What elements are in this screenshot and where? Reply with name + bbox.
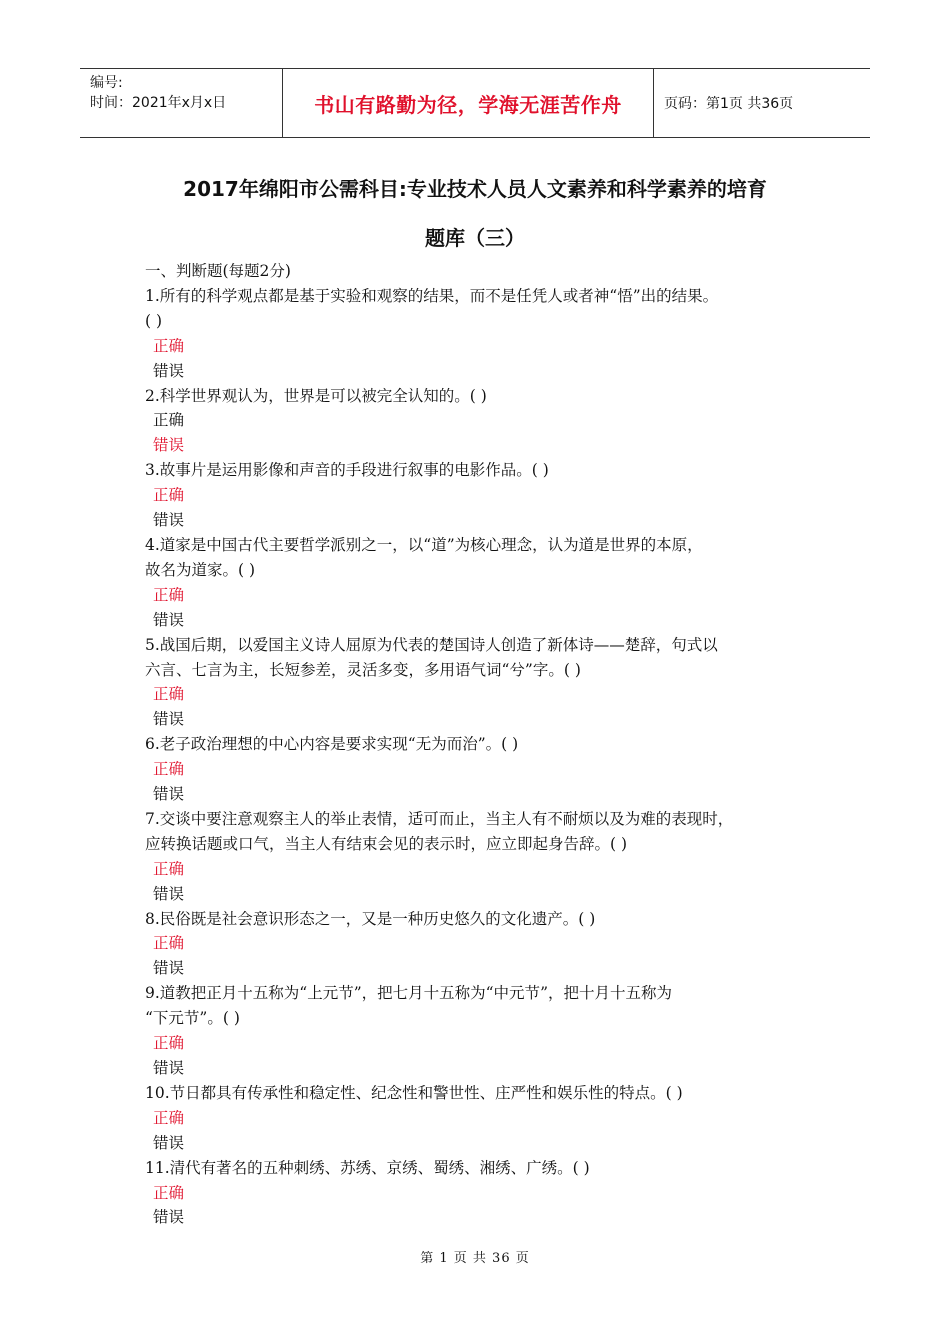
question-text: 4.道家是中国古代主要哲学派别之一，以“道”为核心理念，认为道是世界的本原， bbox=[145, 535, 703, 554]
question-item bbox=[145, 981, 830, 1081]
page-footer: 第 1 页 共 36 页 bbox=[420, 1251, 530, 1266]
option-wrong[interactable]: 错误 bbox=[153, 959, 185, 978]
document-subtitle: 题库（三） bbox=[425, 226, 525, 250]
question-text: 7.交谈中要注意观察主人的举止表情，适可而止，当主人有不耐烦以及为难的表现时， bbox=[145, 809, 734, 828]
option-correct[interactable]: 正确 bbox=[153, 934, 185, 953]
question-text: 8.民俗既是社会意识形态之一，又是一种历史悠久的文化遗产。( ) bbox=[145, 909, 596, 928]
question-text: 应转换话题或口气，当主人有结束会见的表示时，应立即起身告辞。( ) bbox=[145, 834, 628, 853]
motto: 书山有路勤为径，学海无涯苦作舟 bbox=[314, 92, 622, 117]
document-title: 2017年绵阳市公需科目:专业技术人员人文素养和科学素养的培育 bbox=[183, 177, 767, 201]
option-wrong[interactable]: 错误 bbox=[153, 710, 185, 729]
option-correct[interactable]: 正确 bbox=[153, 1183, 185, 1202]
option-correct[interactable]: 正确 bbox=[153, 1034, 185, 1053]
option-correct[interactable]: 正确 bbox=[153, 859, 185, 878]
question-text: ( ) bbox=[145, 311, 163, 330]
option-wrong[interactable]: 错误 bbox=[153, 511, 185, 530]
option-wrong[interactable]: 错误 bbox=[153, 785, 185, 804]
question-text: 故名为道家。( ) bbox=[145, 560, 256, 579]
option-correct[interactable]: 正确 bbox=[153, 760, 185, 779]
question-item bbox=[145, 533, 830, 633]
option-wrong[interactable]: 错误 bbox=[153, 361, 185, 380]
option-wrong[interactable]: 错误 bbox=[153, 884, 185, 903]
option-correct[interactable]: 正确 bbox=[153, 411, 185, 430]
question-item bbox=[145, 284, 830, 384]
question-text: 2.科学世界观认为，世界是可以被完全认知的。( ) bbox=[145, 386, 487, 405]
option-wrong[interactable]: 错误 bbox=[153, 1208, 185, 1227]
option-correct[interactable]: 正确 bbox=[153, 685, 185, 704]
option-correct[interactable]: 正确 bbox=[153, 1108, 185, 1127]
question-item bbox=[145, 807, 830, 907]
question-list bbox=[145, 259, 830, 1230]
option-wrong[interactable]: 错误 bbox=[153, 436, 185, 455]
option-correct[interactable]: 正确 bbox=[153, 585, 185, 604]
question-text: 6.老子政治理想的中心内容是要求实现“无为而治”。( ) bbox=[145, 735, 519, 754]
question-item bbox=[145, 633, 830, 733]
question-text: 六言、七言为主，长短参差，灵活多变，多用语气词“兮”字。( ) bbox=[145, 660, 581, 679]
header-motto-cell bbox=[282, 69, 654, 137]
question-item bbox=[145, 1081, 830, 1156]
option-wrong[interactable]: 错误 bbox=[153, 1059, 185, 1077]
question-item bbox=[145, 458, 830, 533]
section-heading: 一、判断题(每题2分) bbox=[145, 262, 291, 280]
header-page-info bbox=[654, 69, 870, 137]
question-text: 5.战国后期，以爱国主义诗人屈原为代表的楚国诗人创造了新体诗——楚辞，句式以 bbox=[145, 635, 718, 654]
question-text: 10.节日都具有传承性和稳定性、纪念性和警世性、庄严性和娱乐性的特点。( ) bbox=[145, 1083, 683, 1102]
option-wrong[interactable]: 错误 bbox=[153, 1133, 185, 1152]
question-item bbox=[145, 907, 830, 982]
question-item bbox=[145, 732, 830, 807]
time-label: 时间：2021年x月x日 bbox=[90, 95, 227, 111]
number-label: 编号: bbox=[90, 75, 123, 91]
header-meta bbox=[80, 69, 282, 137]
option-wrong[interactable]: 错误 bbox=[153, 610, 185, 629]
question-item bbox=[145, 1156, 830, 1231]
header-table bbox=[80, 68, 870, 138]
page-info: 页码：第1页 共36页 bbox=[664, 96, 794, 112]
question-text: 1.所有的科学观点都是基于实验和观察的结果，而不是任凭人或者神“悟”出的结果。 bbox=[145, 286, 719, 305]
question-item bbox=[145, 384, 830, 459]
question-text: 3.故事片是运用影像和声音的手段进行叙事的电影作品。( ) bbox=[145, 461, 549, 480]
option-correct[interactable]: 正确 bbox=[153, 336, 185, 355]
option-correct[interactable]: 正确 bbox=[153, 486, 185, 505]
question-text: 11.清代有著名的五种刺绣、苏绣、京绣、蜀绣、湘绣、广绣。( ) bbox=[145, 1158, 590, 1177]
question-text: “下元节”。( ) bbox=[145, 1009, 240, 1028]
question-text: 9.道教把正月十五称为“上元节”，把七月十五称为“中元节”，把十月十五称为 bbox=[145, 984, 672, 1003]
